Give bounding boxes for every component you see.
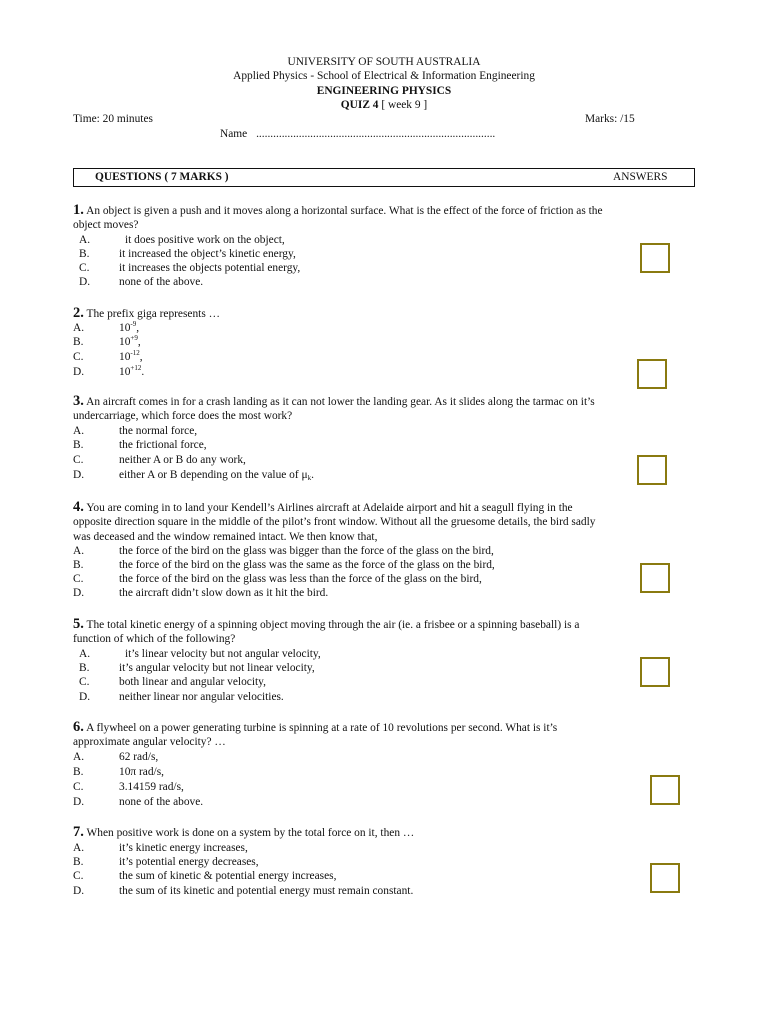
q5-option-c-letter: C. [79, 676, 90, 688]
q3-option-d-text: either A or B depending on the value of $\mu_k$. [119, 469, 314, 482]
question-4-text: You are coming in to land your Kendell’s Airlines aircraft at Adelaide airport and hit a seagull flying in the [86, 502, 573, 514]
question-3-text-cont: undercarriage, which force does the most work? [73, 410, 293, 422]
q1-option-d-text: none of the above. [119, 276, 204, 288]
q4-option-b-text: the force of the bird on the glass was the same as the force of the glass on the bird, [119, 559, 495, 571]
question-5-text-cont: function of which of the following? [73, 633, 236, 645]
marks-total: Marks: /15 [585, 113, 635, 125]
q7-option-b-text: it’s potential energy decreases, [119, 856, 259, 868]
question-2-stem [73, 306, 688, 321]
question-1-stem [73, 203, 688, 218]
q2-option-c-letter: C. [73, 351, 84, 363]
q4-option-b-letter: B. [73, 559, 84, 571]
q1-option-c-text: it increases the objects potential energy, [119, 262, 301, 274]
question-6-text: A flywheel on a power generating turbine is spinning at a rate of 10 revolutions per second. What is it’s [86, 722, 558, 734]
q4-option-a-text: the force of the bird on the glass was bigger than the force of the glass on the bird, [119, 545, 494, 557]
question-1-number: 1. [73, 202, 84, 218]
name-label: Name [220, 128, 248, 140]
school-name: Applied Physics - School of Electrical & Information Engineering [233, 70, 535, 82]
question-5-number: 5. [73, 616, 84, 632]
q6-option-c-text: 3.14159 rad/s, [119, 781, 184, 793]
q3-option-a-text: the normal force, [119, 425, 198, 437]
question-4-number: 4. [73, 499, 84, 515]
q1-option-d-letter: D. [79, 276, 91, 288]
q5-option-d-text: neither linear nor angular velocities. [119, 691, 284, 703]
q2-option-b-text: $10^{+9}$, [119, 334, 141, 348]
question-6-stem [73, 720, 688, 735]
q5-answer-box[interactable] [640, 657, 670, 687]
question-6-text-cont: approximate angular velocity? … [73, 736, 226, 748]
name-field[interactable] [220, 127, 495, 141]
q7-option-a-letter: A. [73, 842, 85, 854]
q2-answer-box[interactable] [637, 359, 667, 389]
q3-option-d-letter: D. [73, 469, 85, 481]
question-7-stem [73, 825, 688, 840]
q5-option-a-text: it’s linear velocity but not angular velocity, [125, 648, 321, 660]
q1-answer-box[interactable] [640, 243, 670, 273]
q7-option-b-letter: B. [73, 856, 84, 868]
q6-option-a-text: 62 rad/s, [119, 751, 159, 763]
q6-option-b-letter: B. [73, 766, 84, 778]
questions-header-box [73, 168, 695, 187]
q7-option-c-text: the sum of kinetic & potential energy increases, [119, 870, 337, 882]
q3-option-c-letter: C. [73, 454, 84, 466]
quiz-week: [ week 9 ] [381, 99, 428, 111]
q5-option-c-text: both linear and angular velocity, [119, 676, 266, 688]
question-4-text-cont-1: opposite direction square in the middle of the pilot’s front window. Without all the gruesome details, the bird sadly [73, 516, 596, 528]
question-7-number: 7. [73, 824, 84, 840]
q2-option-d-text: $10^{+12}$. [119, 364, 145, 378]
q5-option-b-text: it’s angular velocity but not linear velocity, [119, 662, 315, 674]
q2-option-c-text: $10^{-12}$, [119, 349, 143, 363]
q1-option-b-text: it increased the object’s kinetic energy, [119, 248, 296, 260]
question-5-text: The total kinetic energy of a spinning object moving through the air (ie. a frisbee or a spinning baseball) is a [86, 619, 580, 631]
q3-option-c-text: neither A or B do any work, [119, 454, 246, 466]
q3-option-b-letter: B. [73, 439, 84, 451]
q5-option-d-letter: D. [79, 691, 91, 703]
q1-option-a-text: it does positive work on the object, [125, 234, 285, 246]
question-1-text-cont: object moves? [73, 219, 139, 231]
q7-option-d-text: the sum of its kinetic and potential energy must remain constant. [119, 885, 414, 897]
q2-option-a-text: $10^{-9}$, [119, 320, 140, 334]
quiz-number: QUIZ 4 [340, 99, 379, 111]
time-limit: Time: 20 minutes [73, 113, 153, 125]
q7-option-c-letter: C. [73, 870, 84, 882]
q1-option-a-letter: A. [79, 234, 91, 246]
question-3-stem [73, 394, 688, 409]
question-5-stem [73, 617, 688, 632]
q5-option-b-letter: B. [79, 662, 90, 674]
q4-option-c-letter: C. [73, 573, 84, 585]
quiz-title [0, 98, 768, 112]
q3-answer-box[interactable] [637, 455, 667, 485]
questions-heading: QUESTIONS ( 7 MARKS ) [95, 171, 229, 183]
q2-option-b-letter: B. [73, 336, 84, 348]
question-6-number: 6. [73, 719, 84, 735]
q6-option-a-letter: A. [73, 751, 85, 763]
name-dotted-line: .................................................................................... [256, 128, 496, 140]
question-2-number: 2. [73, 305, 84, 321]
q4-option-d-text: the aircraft didn’t slow down as it hit the bird. [119, 587, 329, 599]
course-title: ENGINEERING PHYSICS [316, 85, 452, 97]
question-4-stem [73, 500, 688, 515]
q7-option-a-text: it’s kinetic energy increases, [119, 842, 248, 854]
q3-option-b-text: the frictional force, [119, 439, 207, 451]
question-1-text: An object is given a push and it moves along a horizontal surface. What is the effect of the force of friction as the [86, 205, 603, 217]
question-4-text-cont-2: was deceased and the window remained intact. We then know that, [73, 531, 378, 543]
q3-option-a-letter: A. [73, 425, 85, 437]
q1-option-c-letter: C. [79, 262, 90, 274]
q1-option-b-letter: B. [79, 248, 90, 260]
question-2-text: The prefix giga represents … [86, 308, 221, 320]
q4-option-a-letter: A. [73, 545, 85, 557]
q4-answer-box[interactable] [640, 563, 670, 593]
q2-option-d-letter: D. [73, 366, 85, 378]
q4-option-d-letter: D. [73, 587, 85, 599]
q6-option-d-text: none of the above. [119, 796, 204, 808]
q5-option-a-letter: A. [79, 648, 91, 660]
university-name: UNIVERSITY OF SOUTH AUSTRALIA [287, 56, 481, 68]
q7-answer-box[interactable] [650, 863, 680, 893]
q2-option-a-letter: A. [73, 322, 85, 334]
question-3-text: An aircraft comes in for a crash landing as it can not lower the landing gear. As it slides along the tarmac on it’s [86, 396, 595, 408]
q6-answer-box[interactable] [650, 775, 680, 805]
q6-option-d-letter: D. [73, 796, 85, 808]
question-7-text: When positive work is done on a system by the total force on it, then … [86, 827, 415, 839]
answers-heading: ANSWERS [613, 171, 668, 183]
q6-option-c-letter: C. [73, 781, 84, 793]
question-3-number: 3. [73, 393, 84, 409]
q4-option-c-text: the force of the bird on the glass was less than the force of the glass on the bird, [119, 573, 482, 585]
q6-option-b-text: 10π rad/s, [119, 766, 164, 778]
q7-option-d-letter: D. [73, 885, 85, 897]
